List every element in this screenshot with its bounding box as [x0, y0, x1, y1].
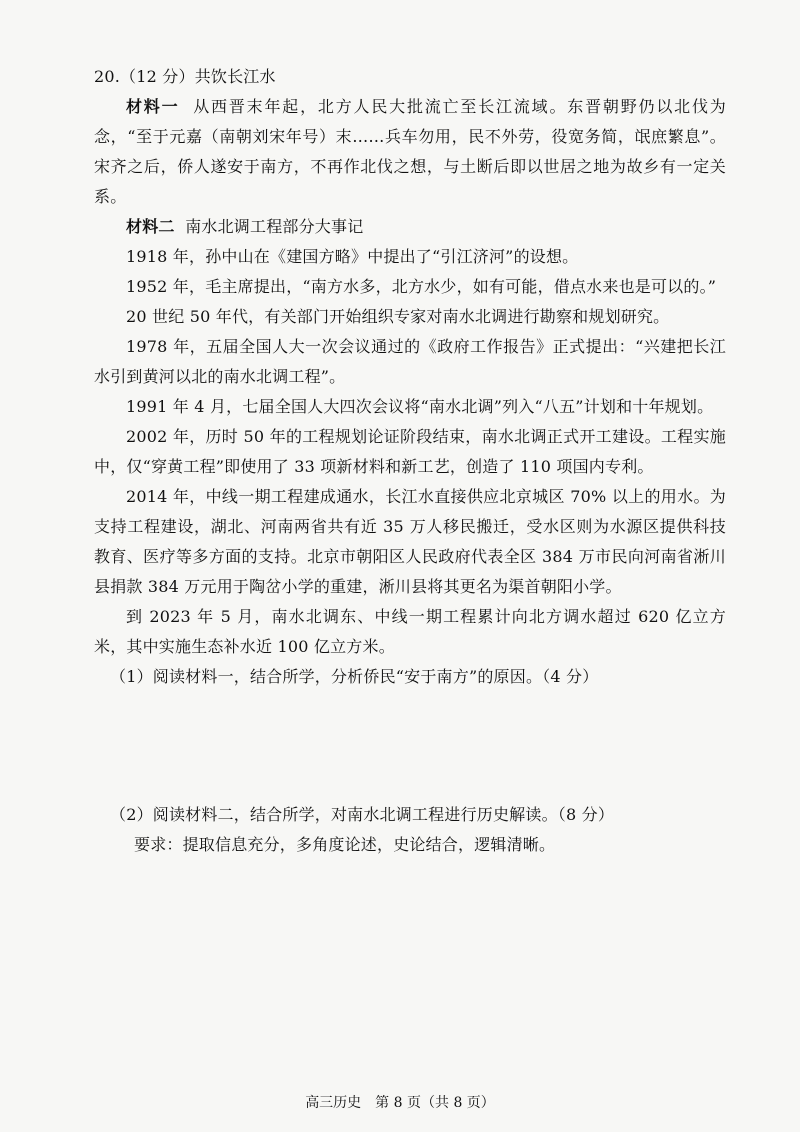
- event-1978: 1978 年，五届全国人大一次会议通过的《政府工作报告》正式提出：“兴建把长江水引到黄河以北的南水北调工程”。: [94, 337, 726, 386]
- material-2-heading: 南水北调工程部分大事记: [185, 217, 364, 236]
- event-1950s: 20 世纪 50 年代，有关部门开始组织专家对南水北调进行勘察和规划研究。: [126, 307, 670, 326]
- question-title: 20.（12 分）共饮长江水: [94, 67, 276, 86]
- event-1918: 1918 年，孙中山在《建国方略》中提出了“引江济河”的设想。: [126, 247, 579, 266]
- sub-question-2: （2）阅读材料二，结合所学，对南水北调工程进行历史解读。（8 分）: [110, 805, 615, 824]
- material-1-label: 材料一: [126, 97, 180, 116]
- event-1991: 1991 年 4 月，七届全国人大四次会议将“南水北调”列入“八五”计划和十年规划。: [126, 397, 714, 416]
- answer-space-1: [94, 692, 726, 800]
- requirement-text: 要求：提取信息充分，多角度论述，史论结合，逻辑清晰。: [134, 835, 556, 854]
- material-2-label: 材料二: [126, 217, 175, 236]
- sub-question-1: （1）阅读材料一，结合所学，分析侨民“安于南方”的原因。（4 分）: [110, 667, 599, 686]
- material-1-text: 从西晋末年起，北方人民大批流亡至长江流域。东晋朝野仍以北伐为念，“至于元嘉（南朝刘宋年号）末……兵车勿用，民不外劳，役宽务简，氓庶繁息”。宋齐之后，侨人遂安于南方，不再作北伐之想，与土断后即以世居之地为故乡有一定关系。: [94, 97, 726, 206]
- material-1: [94, 92, 726, 212]
- event-2023: 到 2023 年 5 月，南水北调东、中线一期工程累计向北方调水超过 620 亿立方米，其中实施生态补水近 100 亿立方米。: [94, 607, 726, 656]
- material-2-header: [94, 212, 726, 242]
- event-2014: 2014 年，中线一期工程建成通水，长江水直接供应北京城区 70% 以上的用水。为支持工程建设，湖北、河南两省共有近 35 万人移民搬迁，受水区则为水源区提供科技 教育、医疗等多方面的支持。北京市朝阳区人民政府代表全区 384 万市民向河南省淅川县捐款 384 万元用于陶岔小学的重建，淅川县将其更名为渠首朝阳小学。: [94, 487, 726, 596]
- event-1952: 1952 年，毛主席提出，“南方水多，北方水少，如有可能，借点水来也是可以的。”: [126, 277, 717, 296]
- event-2002: 2002 年，历时 50 年的工程规划论证阶段结束，南水北调正式开工建设。工程实施中，仅“穿黄工程”即使用了 33 项新材料和新工艺，创造了 110 项国内专利。: [94, 427, 726, 476]
- question-20: [94, 62, 726, 860]
- page-footer: 高三历史 第 8 页（共 8 页）: [305, 1095, 495, 1111]
